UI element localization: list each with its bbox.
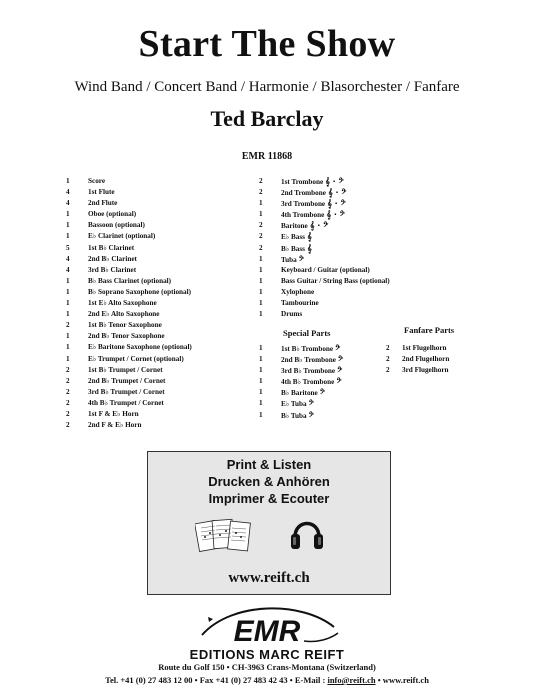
clef-icon: 𝄢 — [335, 344, 341, 353]
part-quantity: 1 — [66, 310, 70, 319]
part-quantity: 4 — [66, 265, 70, 274]
part-name — [88, 187, 115, 198]
part-name-text: 1st B♭ Trumpet / Cornet — [88, 365, 163, 374]
publisher-address: Route du Golf 150 • CH-3963 Crans-Montana (Switzerland) — [158, 662, 376, 672]
part-name-text: B♭ Bass Clarinet (optional) — [88, 276, 172, 285]
part-row — [259, 231, 379, 242]
clef-icon: 𝄞 · 𝄢 — [327, 188, 347, 198]
emr-logo — [192, 605, 342, 647]
part-row — [66, 209, 256, 220]
part-name — [88, 376, 165, 387]
part-row — [259, 265, 379, 276]
part-name — [88, 220, 145, 231]
special-part-row — [259, 410, 369, 421]
part-name — [88, 420, 141, 431]
clef-icon: 𝄢 — [337, 355, 344, 365]
part-quantity: 2 — [66, 387, 70, 396]
fanfare-parts-heading: Fanfare Parts — [404, 325, 455, 335]
clef-icon: 𝄞 — [306, 243, 312, 253]
part-row — [66, 298, 256, 309]
part-name-text: 4th B♭ Trumpet / Cornet — [88, 398, 164, 407]
part-row — [66, 320, 256, 331]
part-quantity: 1 — [66, 287, 70, 296]
part-name-text: B♭ Baritone — [281, 389, 318, 398]
part-row — [259, 209, 379, 220]
part-name-text: 2nd B♭ Clarinet — [88, 254, 137, 263]
clef-icon: 𝄢 — [337, 366, 343, 376]
part-quantity: 2 — [66, 398, 70, 407]
part-row — [66, 287, 256, 298]
part-name — [88, 287, 191, 298]
part-name — [88, 309, 160, 320]
svg-text:EMR: EMR — [233, 615, 301, 647]
catalog-number: EMR 11868 — [241, 151, 293, 162]
part-name-text: 2nd Trombone — [281, 189, 326, 198]
part-quantity: 1 — [66, 177, 70, 185]
part-row — [66, 342, 256, 353]
part-quantity: 1 — [259, 355, 263, 364]
part-name-text: 3rd B♭ Clarinet — [88, 265, 137, 274]
fanfare-part-row — [386, 343, 476, 354]
part-row — [66, 387, 256, 398]
part-quantity: 2 — [66, 376, 70, 385]
part-name-text: Keyboard / Guitar (optional) — [281, 265, 370, 274]
clef-icon: 𝄢 — [308, 410, 314, 420]
part-name-text: 3rd Trombone — [281, 200, 326, 209]
part-quantity: 1 — [259, 199, 263, 208]
part-name — [281, 276, 390, 287]
part-row — [66, 309, 256, 320]
part-row — [66, 243, 256, 254]
part-name-text: 2nd B♭ Trumpet / Cornet — [88, 376, 166, 385]
part-name-text: Drums — [281, 310, 303, 319]
part-name — [88, 243, 134, 254]
part-quantity: 2 — [66, 409, 70, 418]
part-name — [88, 409, 139, 420]
website-link[interactable]: www.reift.ch — [228, 570, 310, 586]
part-name — [88, 176, 105, 187]
sheet-music-icon — [195, 516, 253, 560]
special-part-row — [259, 354, 369, 365]
part-row — [259, 220, 379, 231]
part-name — [88, 398, 164, 409]
part-row — [259, 287, 379, 298]
clef-icon: 𝄞 · 𝄢 — [327, 199, 346, 209]
parts-list-column-2 — [259, 176, 390, 320]
part-row — [66, 354, 256, 365]
part-quantity: 1 — [66, 332, 70, 341]
part-row — [66, 220, 256, 231]
page-title: Start The Show — [138, 23, 396, 65]
part-name — [88, 354, 184, 365]
part-quantity: 1 — [259, 310, 263, 319]
fanfare-part-row — [386, 365, 476, 376]
clef-icon: 𝄞 · 𝄢 — [309, 221, 329, 231]
part-quantity: 2 — [259, 221, 263, 230]
part-row — [259, 298, 379, 309]
part-name — [88, 320, 162, 331]
drucken-anhoeren-label: Drucken & Anhören — [208, 474, 330, 489]
part-name-text: E♭ Clarinet (optional) — [88, 232, 156, 241]
fanfare-part-row — [386, 354, 476, 365]
part-name-text: Tambourine — [281, 299, 319, 308]
part-name-text: Score — [88, 177, 106, 185]
special-part-row — [259, 343, 369, 354]
part-name — [402, 354, 449, 365]
part-name-text: E♭ Baritone Saxophone (optional) — [88, 343, 192, 352]
part-name-text: 2nd B♭ Trombone — [281, 356, 336, 365]
part-quantity: 1 — [259, 254, 263, 263]
part-name — [88, 209, 136, 220]
part-name — [88, 254, 137, 265]
part-quantity: 2 — [66, 421, 70, 430]
parts-list-column-1 — [66, 176, 256, 431]
special-parts-list — [259, 343, 369, 421]
part-quantity: 1 — [259, 377, 263, 386]
part-quantity: 2 — [386, 344, 390, 352]
part-name-text: Xylophone — [281, 287, 315, 296]
part-quantity: 1 — [259, 388, 263, 397]
publisher-name: EDITIONS MARC REIFT — [189, 647, 345, 662]
part-name — [402, 365, 449, 376]
part-quantity: 1 — [66, 221, 70, 230]
part-name-text: 4th Trombone — [281, 211, 325, 220]
part-name-text: Baritone — [281, 222, 308, 231]
special-part-row — [259, 398, 369, 409]
part-row — [259, 176, 379, 187]
part-row — [66, 265, 256, 276]
part-name-text: Tuba — [281, 255, 297, 264]
part-name-text: 2nd F & E♭ Horn — [88, 421, 142, 430]
part-quantity: 1 — [259, 299, 263, 308]
contact-website: • www.reift.ch — [375, 675, 429, 685]
part-row — [66, 420, 256, 431]
part-quantity: 1 — [259, 399, 263, 408]
instrumentation-subtitle: Wind Band / Concert Band / Harmonie / Blasorchester / Fanfare — [74, 79, 460, 95]
part-name-text: Oboe (optional) — [88, 210, 137, 219]
composer-name: Ted Barclay — [210, 106, 324, 131]
part-name — [88, 387, 165, 398]
clef-icon: 𝄢 — [298, 254, 304, 264]
part-name — [88, 276, 171, 287]
part-row — [66, 331, 256, 342]
part-quantity: 2 — [259, 177, 263, 185]
clef-icon: 𝄞 — [306, 232, 312, 242]
part-row — [259, 243, 379, 254]
part-name — [88, 342, 192, 353]
part-quantity: 1 — [259, 210, 263, 219]
part-quantity: 2 — [259, 232, 263, 241]
part-name-text: E♭ Tuba — [281, 400, 307, 409]
part-row — [66, 276, 256, 287]
part-quantity: 1 — [66, 276, 70, 285]
clef-icon: 𝄞 · 𝄢 — [326, 210, 345, 220]
part-quantity: 1 — [66, 343, 70, 352]
part-name-text: 1st B♭ Clarinet — [88, 243, 135, 252]
part-name-text: 1st F & E♭ Horn — [88, 409, 139, 418]
part-row — [66, 398, 256, 409]
part-name-text: 3rd B♭ Trombone — [281, 367, 336, 376]
part-row — [66, 231, 256, 242]
part-quantity: 4 — [66, 199, 70, 208]
part-quantity: 2 — [66, 321, 70, 330]
part-row — [259, 276, 390, 287]
part-row — [259, 198, 379, 209]
part-name — [88, 365, 163, 376]
part-name — [88, 265, 136, 276]
special-part-row — [259, 365, 369, 376]
part-name — [402, 343, 447, 354]
part-row — [66, 365, 256, 376]
part-quantity: 2 — [386, 366, 390, 375]
part-name-text: 1st B♭ Trombone — [281, 345, 334, 353]
part-name — [88, 298, 157, 309]
print-listen-box[interactable] — [147, 451, 391, 595]
contact-phone-fax: Tel. +41 (0) 27 483 12 00 • Fax +41 (0) 27 483 42 43 • E-Mail : — [105, 675, 328, 685]
headphones-icon — [289, 511, 325, 555]
part-row — [259, 309, 379, 320]
part-name-text: 1st Flugelhorn — [402, 344, 447, 352]
clef-icon: 𝄞 · 𝄢 — [325, 177, 344, 186]
part-name-text: 3rd B♭ Trumpet / Cornet — [88, 387, 165, 396]
part-row — [66, 254, 256, 265]
clef-icon: 𝄢 — [308, 399, 314, 409]
email-link[interactable]: info@reift.ch — [327, 675, 376, 685]
part-name-text: Bass Guitar / String Bass (optional) — [281, 276, 390, 285]
part-name — [281, 298, 319, 309]
part-name-text: 4th B♭ Trombone — [281, 378, 335, 387]
part-quantity: 2 — [386, 355, 390, 364]
part-name-text: B♭ Soprano Saxophone (optional) — [88, 287, 192, 296]
part-name-text: 2nd Flute — [88, 199, 118, 208]
part-quantity: 1 — [259, 287, 263, 296]
part-quantity: 1 — [259, 410, 263, 419]
clef-icon: 𝄢 — [336, 377, 342, 387]
part-row — [259, 187, 379, 198]
special-parts-heading: Special Parts — [283, 328, 331, 338]
part-name-text: 2nd B♭ Tenor Saxophone — [88, 332, 165, 341]
part-row — [66, 187, 256, 198]
part-name — [88, 331, 165, 342]
part-name-text: 1st E♭ Alto Saxophone — [88, 299, 157, 308]
fanfare-parts-list — [386, 343, 476, 376]
part-name — [281, 309, 302, 320]
part-name-text: 1st Trombone — [281, 178, 324, 186]
part-name-text: 2nd E♭ Alto Saxophone — [88, 310, 160, 319]
part-row — [66, 409, 256, 420]
part-quantity: 2 — [259, 243, 263, 252]
imprimer-ecouter-label: Imprimer & Ecouter — [208, 491, 330, 506]
print-listen-label: Print & Listen — [226, 457, 312, 472]
publisher-contact — [0, 675, 534, 685]
part-quantity: 1 — [259, 276, 263, 285]
part-quantity: 1 — [66, 210, 70, 219]
part-row — [66, 176, 256, 187]
part-name-text: 2nd Flugelhorn — [402, 355, 450, 364]
special-part-row — [259, 387, 369, 398]
part-quantity: 1 — [66, 232, 70, 241]
part-name — [281, 265, 370, 276]
part-quantity: 4 — [66, 188, 70, 197]
part-quantity: 1 — [66, 299, 70, 308]
part-name-text: B♭ Bass — [281, 244, 305, 253]
part-quantity: 1 — [259, 344, 263, 352]
part-name-text: E♭ Bass — [281, 233, 305, 242]
part-row — [66, 376, 256, 387]
part-quantity: 1 — [66, 354, 70, 363]
part-quantity: 2 — [66, 365, 70, 374]
part-name — [88, 198, 117, 209]
part-quantity: 5 — [66, 243, 70, 252]
part-quantity: 2 — [259, 188, 263, 197]
part-name — [88, 231, 155, 242]
special-part-row — [259, 376, 369, 387]
part-row — [66, 198, 256, 209]
part-name — [281, 287, 314, 298]
part-quantity: 4 — [66, 254, 70, 263]
part-name-text: 1st B♭ Tenor Saxophone — [88, 321, 162, 330]
part-name-text: B♭ Tuba — [281, 411, 307, 420]
part-quantity: 1 — [259, 265, 263, 274]
part-name-text: E♭ Trumpet / Cornet (optional) — [88, 354, 184, 363]
part-name-text: 1st Flute — [88, 188, 115, 197]
clef-icon: 𝄢 — [319, 388, 325, 398]
part-name — [281, 410, 314, 422]
part-name-text: 3rd Flugelhorn — [402, 366, 449, 375]
part-row — [259, 254, 379, 265]
part-quantity: 1 — [259, 366, 263, 375]
part-name-text: Bassoon (optional) — [88, 221, 145, 230]
